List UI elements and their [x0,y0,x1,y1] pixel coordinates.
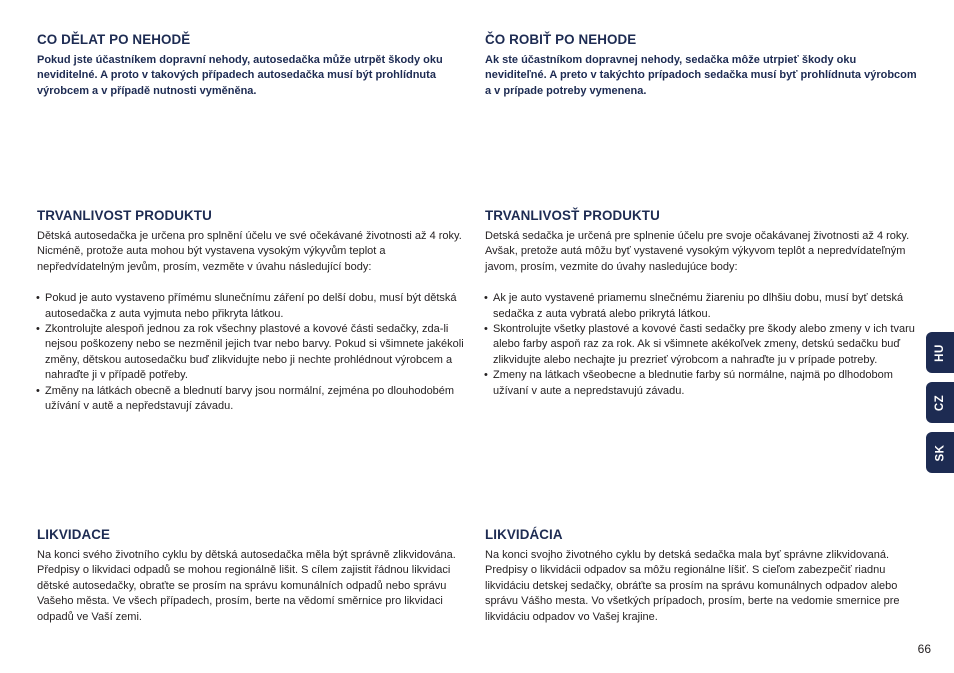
cz-durability-list [37,291,471,414]
cz-disposal-section [37,527,471,625]
cz-accident-section [37,32,471,99]
cz-accident-text: Pokud jste účastníkem dopravní nehody, autosedačka může utrpět škody oku neviditelné. A proto v takových případech autosedačka musí být prohlídnuta výrobcem a v případě nutnosti vyměněna. [37,54,443,97]
cz-disposal-text: Na konci svého životního cyklu by dětská autosedačka měla být správně zlikvidována. Předpisy o likvidaci odpadů se mohou regionálně lišit. S cílem zajistit řádnou likvidaci dětské autosedačky, obraťte se prosím na správu komunálních odpadů nebo správu Vašeho města. Ve všech případech, prosím, berte na vědomí směrnice pro likvidaci odpadů ve Vaší zemi. [37,549,456,623]
tab-sk[interactable] [926,432,954,473]
sk-durability-intro: Detská sedačka je určená pre splnenie účelu pre svoje očakávanej životnosti až 4 roky. Avšak, pretože autá môžu byť vystavené vysokým výkyvom teplôt a nepredvídateľným javom, prosím, vezmite do úvahy nasledujúce body: [485,230,910,273]
tab-cz-label: CZ [934,394,946,411]
tab-hu[interactable] [926,332,954,373]
tab-hu-label: HU [934,343,946,362]
sk-accident-section [485,32,919,99]
list-item: • Zmeny na látkach všeobecne a blednutie farby sú normálne, najmä po dlhodobom užívaní v aute a nepredstavujú závadu. [485,368,919,399]
sk-durability-title: TRVANLIVOSŤ PRODUKTU [485,208,660,223]
cz-accident-title: CO DĚLAT PO NEHODĚ [37,32,191,47]
cz-durability-intro: Dětská autosedačka je určena pro splnění účelu ve své očekávané životnosti až 4 roky. Nicméně, protože auta mohou být vystavena vysokým výkyvům teplot a nepředvídatelným jevům, prosím, vezměte v úvahu následující body: [37,230,462,273]
sk-durability-list [485,291,919,399]
page-number: 66 [917,642,931,656]
list-item: • Změny na látkách obecně a blednutí barvy jsou normální, zejména po dlouhodobém užívání v autě a nepředstavují závadu. [37,384,471,415]
sk-disposal-section [485,527,919,625]
list-item: • Zkontrolujte alespoň jednou za rok všechny plastové a kovové části sedačky, zda-li nejsou poškozeny nebo se nezměnil jejich tvar nebo barvy. Pokud si všimnete jakékoli změny, dětskou autosedačku buď zlikvidujte nebo ji nechte prohlédnout výrobcem a nahraďte ji v případě potřeby. [37,322,471,384]
list-item: • Ak je auto vystavené priamemu slnečnému žiareniu po dlhšiu dobu, musí byť detská sedačka z auta vybratá alebo prikrytá látkou. [485,291,919,322]
sk-disposal-text: Na konci svojho životného cyklu by detská sedačka mala byť správne zlikvidovaná. Predpisy o likvidácii odpadov sa môžu regionálne líšiť. S cieľom zabezpečiť riadnu likvidáciu detskej sedačky, obráťte sa prosím na správu komunálnych odpadov alebo správu Vášho mesta. Vo všetkých prípadoch, prosím, berte na vedomie smernice pre likvidáciu odpadov vo Vašej krajine. [485,549,900,623]
sk-disposal-title: LIKVIDÁCIA [485,527,563,542]
cz-durability-section [37,208,471,414]
tab-sk-label: SK [933,444,946,461]
cz-disposal-title: LIKVIDACE [37,527,111,542]
list-item: • Skontrolujte všetky plastové a kovové časti sedačky pre škody alebo zmeny v ich tvaru alebo farby aspoň raz za rok. Ak si všimnete akékoľvek zmeny, detskú sedačku buď zlikvidujte alebo nechajte ju prezrieť výrobcom a nahraďte ju v prípade potreby. [485,322,919,368]
sk-accident-text: Ak ste účastníkom dopravnej nehody, sedačka môže utrpieť škody oku neviditeľné. A preto v takýchto prípadoch sedačka musí byť prohlídnuta výrobcom a v prípade potreby vymenena. [485,54,917,97]
list-item: • Pokud je auto vystaveno přímému slunečnímu záření po delší dobu, musí být dětská autosedačka z auta vyjmuta nebo přikryta látkou. [37,291,471,322]
cz-durability-title: TRVANLIVOST PRODUKTU [37,208,212,223]
sk-durability-section [485,208,919,399]
tab-cz[interactable] [926,382,954,423]
sk-accident-title: ČO ROBIŤ PO NEHODE [485,32,637,47]
